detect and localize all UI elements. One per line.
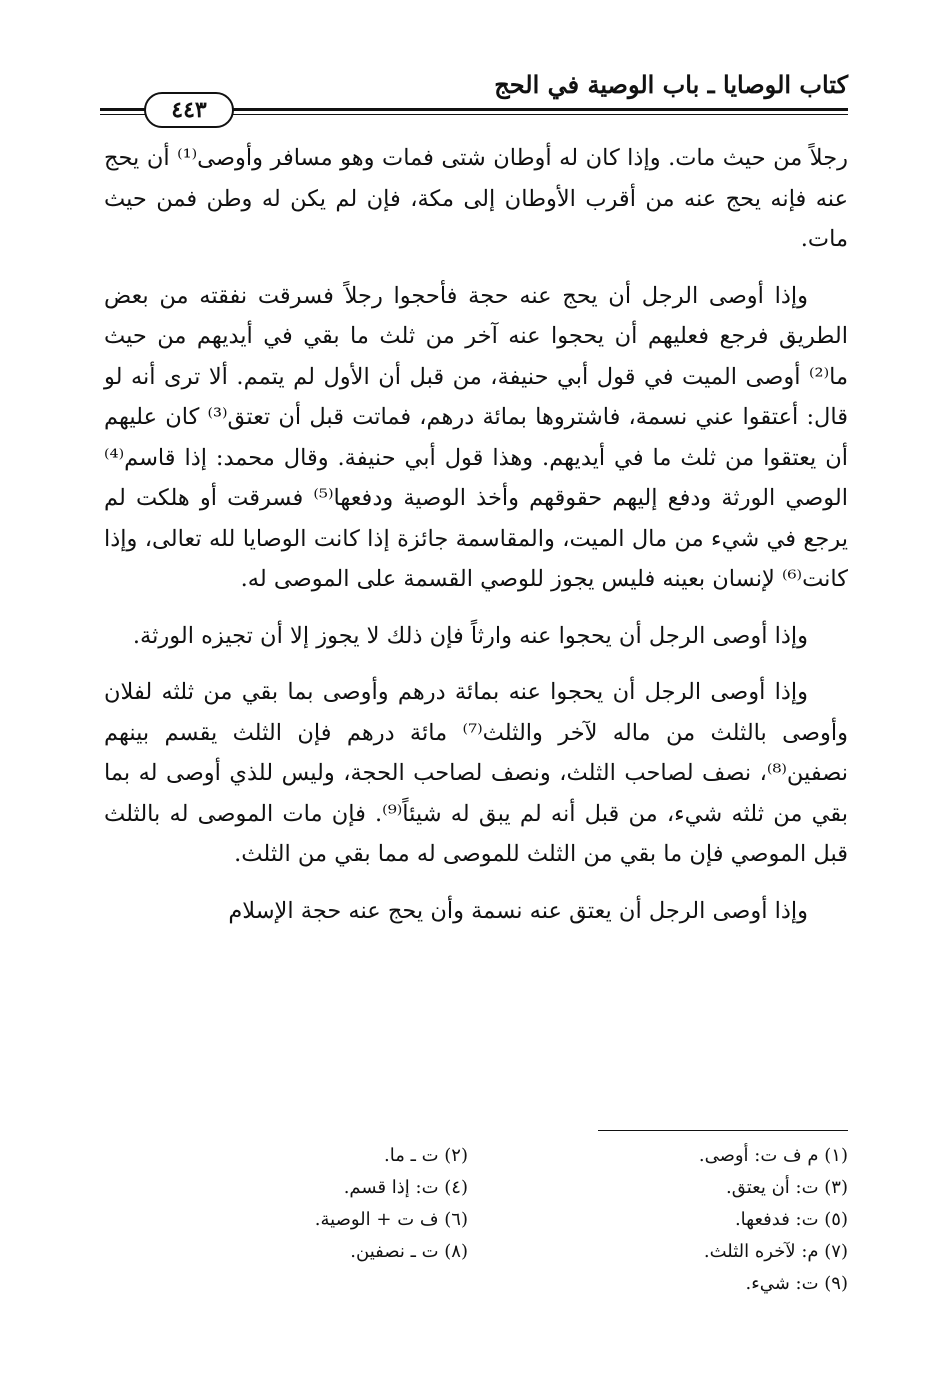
footnote-item	[108, 1140, 468, 1172]
footnote-text: ت ـ نصفين.	[350, 1241, 439, 1262]
paragraph: وإذا أوصى الرجل أن يحجوا عنه بمائة درهم وأوصى بما بقي من ثلثه لفلان وأوصى بالثلث من ماله لآخر والثلث⁽⁷⁾ مائة درهم فإن الثلث يقسم بينهم نصفين⁽⁸⁾، نصف لصاحب الثلث، ونصف لصاحب الحجة، وليس للذي أوصى له بما بقي من ثلثه شيء، من قبل أنه لم يبق له شيئاً⁽⁹⁾. فإن مات الموصى له بالثلث قبل الموصي فإن ما بقي من الثلث للموصى له مما بقي من الثلث.	[104, 679, 848, 867]
footnote-item	[488, 1140, 848, 1172]
paragraph: رجلاً من حيث مات. وإذا كان له أوطان شتى فمات وهو مسافر وأوصى⁽¹⁾ أن يحج عنه فإنه يحج عنه من أقرب الأوطان إلى مكة، فإن لم يكن له وطن فمن حيث مات.	[104, 145, 848, 252]
footnote-item	[108, 1172, 468, 1204]
footnote-text: ت: إذا قسم.	[343, 1177, 439, 1198]
footnote-number: (٧)	[824, 1241, 848, 1262]
footnotes-right-column	[488, 1140, 848, 1300]
footnote-item	[108, 1204, 468, 1236]
footnote-number: (٣)	[824, 1177, 848, 1198]
footnotes-left-column	[108, 1140, 468, 1268]
footnote-text: ت: أن يعتق.	[726, 1177, 819, 1198]
footnote-separator	[598, 1130, 848, 1131]
paragraph: وإذا أوصى الرجل أن يحج عنه حجة فأحجوا رجلاً فسرقت نفقته من بعض الطريق فرجع فعليهم أن يحجوا عنه آخر من ثلث ما بقي في أيديهم من حيث ما⁽²⁾ أوصى الميت في قول أبي حنيفة، من قبل أن الأول لم يتمم. ألا ترى أنه لو قال: أعتقوا عني نسمة، فاشتروها بمائة درهم، فماتت قبل أن تعتق⁽³⁾ كان عليهم أن يعتقوا من ثلث ما في أيديهم. وهذا قول أبي حنيفة. وقال محمد: إذا قاسم⁽⁴⁾ الوصي الورثة ودفع إليهم حقوقهم وأخذ الوصية ودفعها⁽⁵⁾ فسرقت أو هلكت لم يرجع في شيء من مال الميت، والمقاسمة جائزة إذا كانت الوصايا لله تعالى، وإذا كانت⁽⁶⁾ لإنسان بعينه فليس يجوز للوصي القسمة على الموصى له.	[104, 282, 849, 592]
paragraph: وإذا أوصى الرجل أن يعتق عنه نسمة وأن يحج عنه حجة الإسلام	[228, 897, 808, 924]
footnote-number: (٢)	[444, 1145, 468, 1166]
page-header	[100, 64, 848, 122]
footnote-number: (٤)	[444, 1177, 468, 1198]
page-number: ٤٤٣	[144, 92, 234, 128]
footnote-item	[488, 1204, 848, 1236]
footnote-number: (٦)	[444, 1209, 468, 1230]
footnote-number: (٥)	[824, 1209, 848, 1230]
footnote-text: ف ت + الوصية.	[314, 1209, 439, 1230]
footnote-text: ت: شيء.	[745, 1273, 819, 1294]
footnote-item	[488, 1172, 848, 1204]
paragraph: وإذا أوصى الرجل أن يحجوا عنه وارثاً فإن ذلك لا يجوز إلا أن تجيزه الورثة.	[132, 622, 808, 649]
footnote-item	[488, 1268, 848, 1300]
footnote-number: (٩)	[824, 1273, 848, 1294]
running-title: كتاب الوصايا ـ باب الوصية في الحج	[494, 70, 848, 99]
footnote-text: ت ـ ما.	[384, 1145, 439, 1166]
footnote-number: (٨)	[444, 1241, 468, 1262]
footnote-item	[108, 1236, 468, 1268]
footnote-text: ت: فدفعها.	[734, 1209, 819, 1230]
footnote-item	[488, 1236, 848, 1268]
footnote-text: م ف ت: أوصى.	[698, 1145, 819, 1166]
main-text	[104, 138, 848, 947]
footnote-number: (١)	[824, 1145, 848, 1166]
footnote-text: م: لآخره الثلث.	[703, 1241, 819, 1262]
